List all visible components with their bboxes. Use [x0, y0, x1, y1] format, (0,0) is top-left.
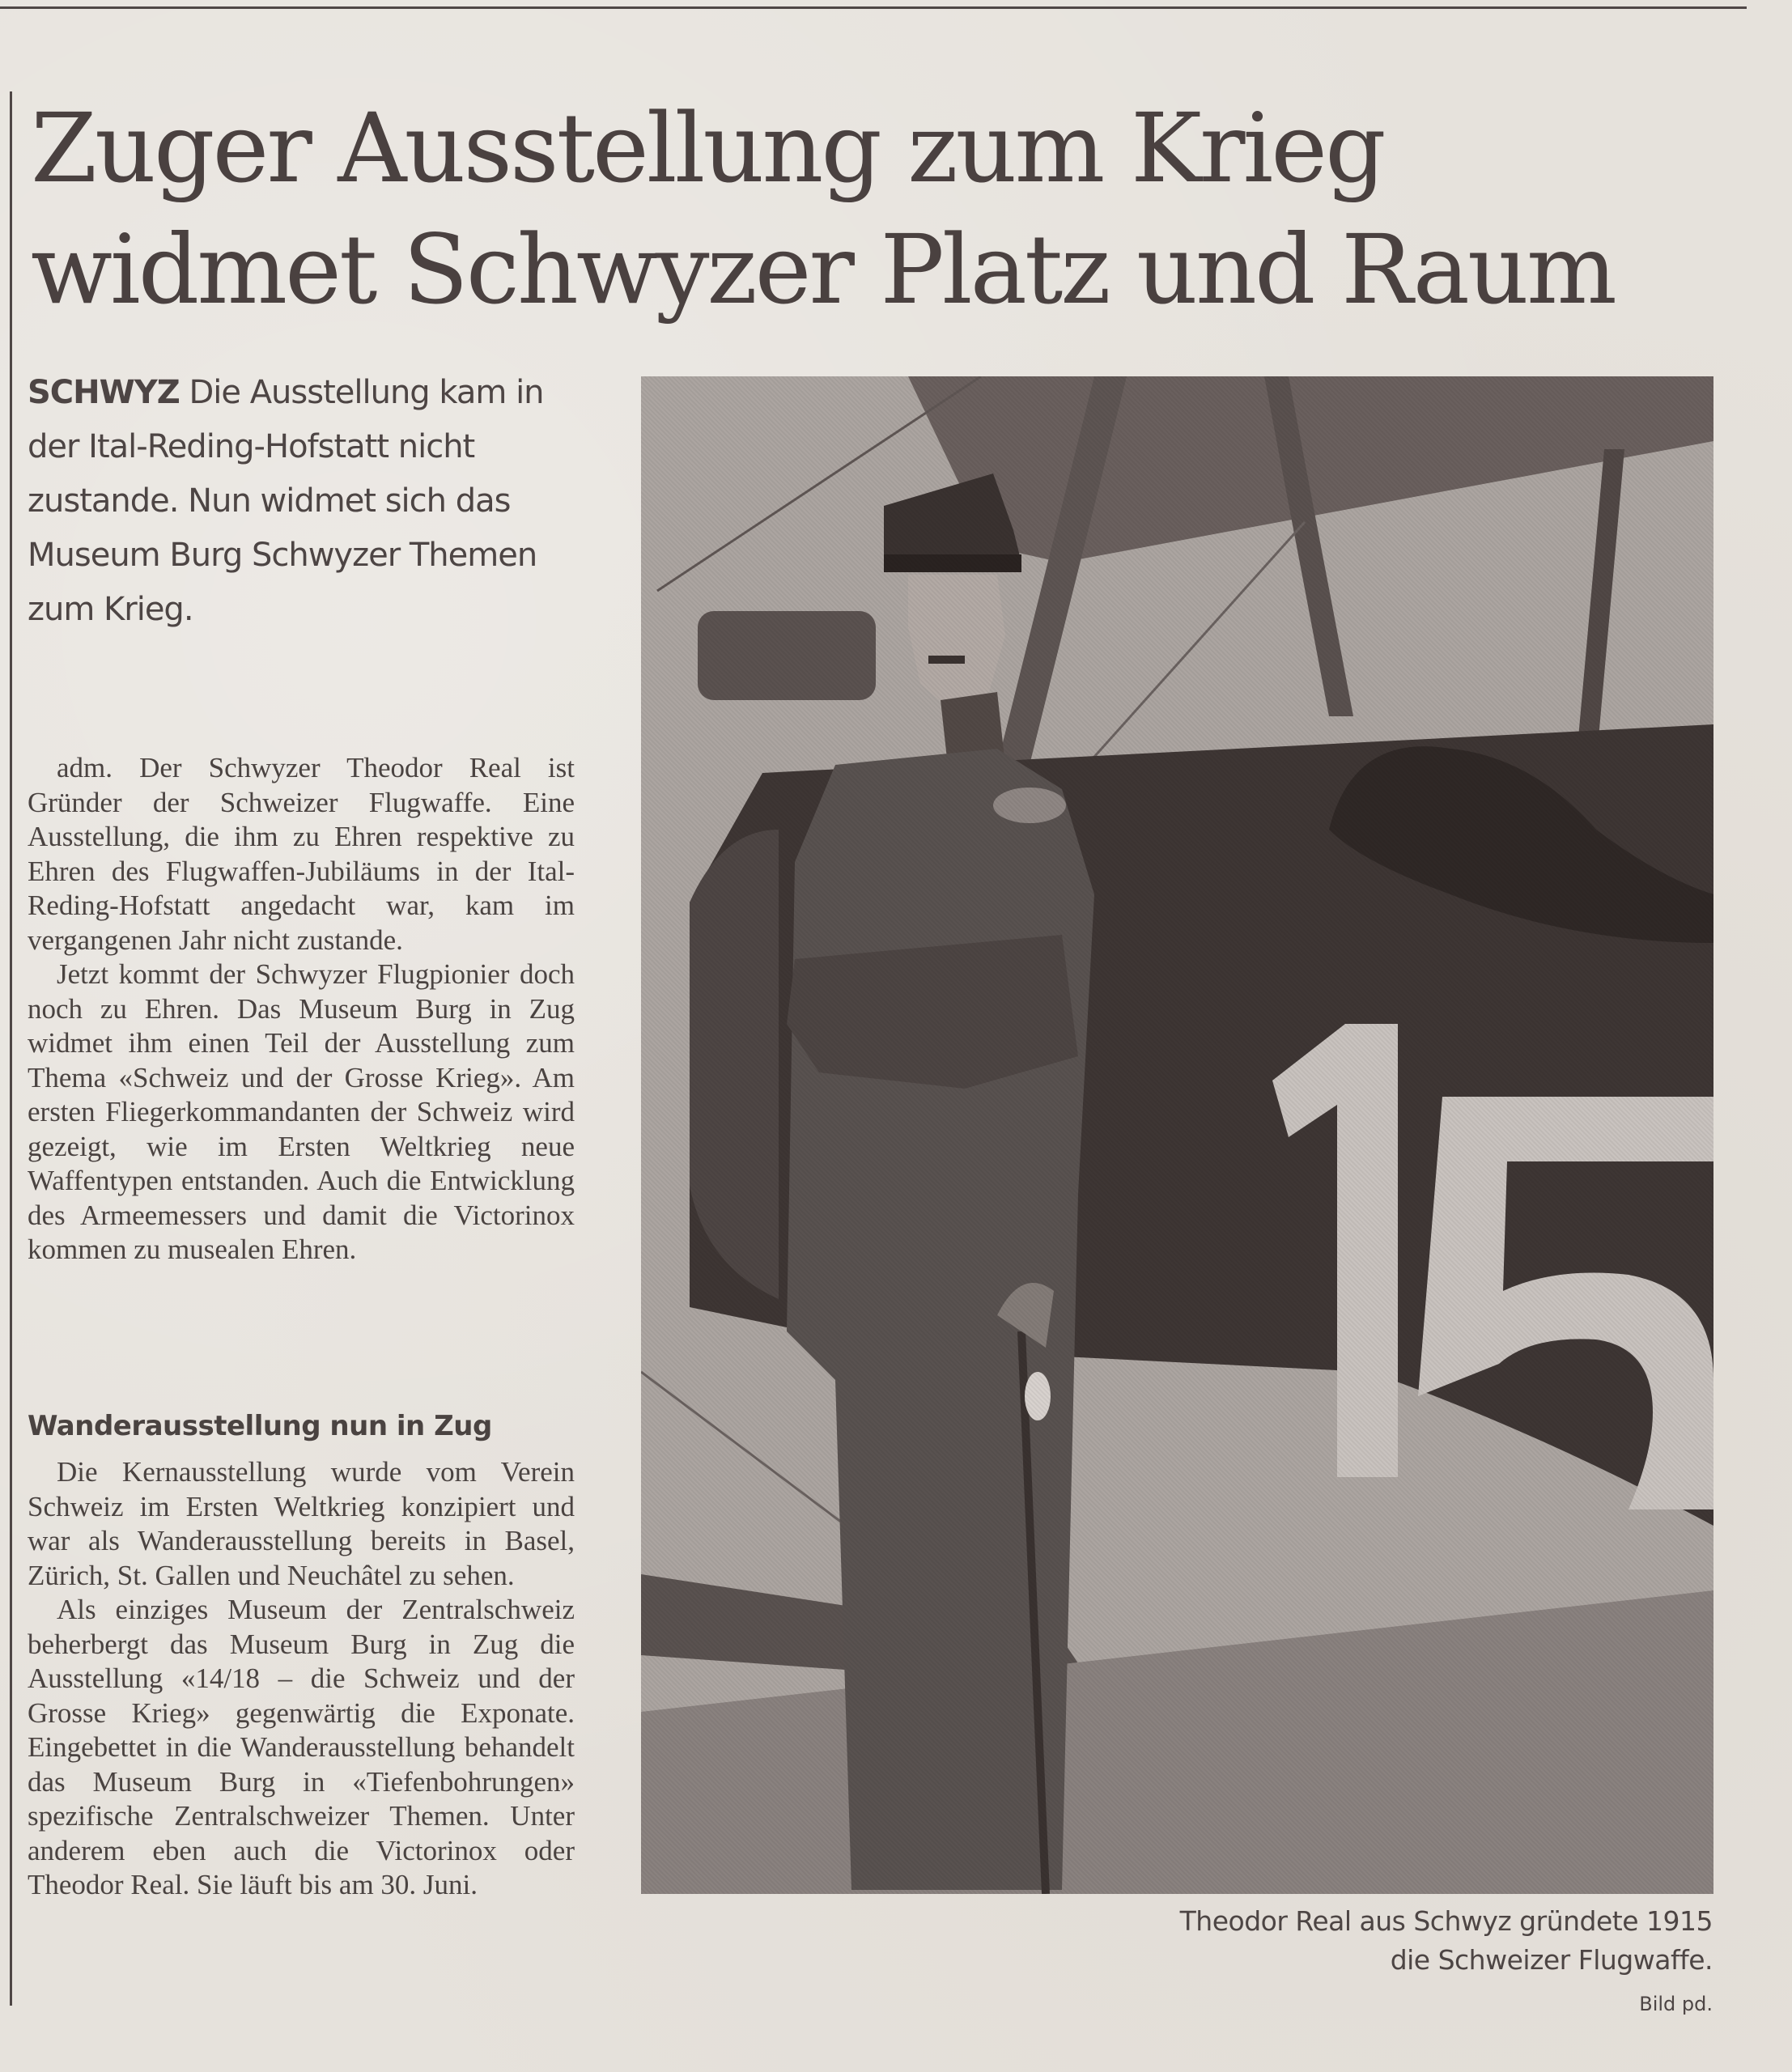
column-rule: [10, 91, 12, 2006]
body-paragraph: Die Kernausstellung wurde vom Verein Schweiz im Ersten Weltkrieg konzipiert und war als Wanderausstellung bereits in Basel, Zürich, St. Gallen und Neuchâtel zu sehen.: [28, 1456, 575, 1591]
headline-line-1: Zuger Ausstellung zum Krieg: [31, 92, 1384, 204]
photo-caption: [984, 1902, 1713, 1980]
top-rule: [0, 6, 1747, 9]
body-paragraph: adm. Der Schwyzer Theodor Real ist Gründer der Schweizer Flugwaffe. Eine Ausstellung, die ihm zu Ehren respektive zu Ehren des Flugwaffen-Jubiläums in der Ital-Reding-Hofstatt angedacht war, kam im vergangenen Jahr nicht zustande.: [28, 752, 575, 956]
lead-text: Die Ausstellung kam in der Ital-Reding-Hofstatt nicht zustande. Nun widmet sich das Museum Burg Schwyzer Themen zum Krieg.: [28, 374, 544, 628]
article-photo: [641, 376, 1713, 1894]
photo-illustration: [641, 376, 1713, 1894]
photo-credit: Bild pd.: [1639, 1993, 1713, 2015]
body-paragraph: Jetzt kommt der Schwyzer Flugpionier doch noch zu Ehren. Das Museum Burg in Zug widmet ihm einen Teil der Ausstellung zum Thema «Schweiz und der Grosse Krieg». Am ersten Fliegerkommandanten der Schweiz wird gezeigt, wie im Ersten Weltkrieg neue Waffentypen entstanden. Auch die Entwicklung des Armeemessers und damit die Victorinox kommen zu musealen Ehren.: [28, 958, 575, 1265]
body-paragraph: Als einziges Museum der Zentralschweiz beherbergt das Museum Burg in Zug die Ausstellung «14/18 – die Schweiz und der Grosse Krieg» gegenwärtig die Exponate. Eingebettet in die Wanderausstellung behandelt das Museum Burg in «Tiefenbohrungen» spezifische Zentralschweizer Themen. Unter anderem eben auch die Victorinox oder Theodor Real. Sie läuft bis am 30. Juni.: [28, 1594, 575, 1900]
subheading: Wanderausstellung nun in Zug: [28, 1410, 492, 1442]
caption-line-1: Theodor Real aus Schwyz gründete 1915: [1179, 1905, 1713, 1937]
lead-paragraph: [28, 366, 594, 637]
headline: [31, 87, 1771, 330]
caption-line-2: die Schweizer Flugwaffe.: [1390, 1944, 1713, 1976]
body-section-2: [28, 1455, 575, 1903]
headline-line-2: widmet Schwyzer Platz und Raum: [31, 214, 1615, 325]
body-section-1: [28, 751, 575, 1267]
dateline: SCHWYZ: [28, 374, 180, 411]
